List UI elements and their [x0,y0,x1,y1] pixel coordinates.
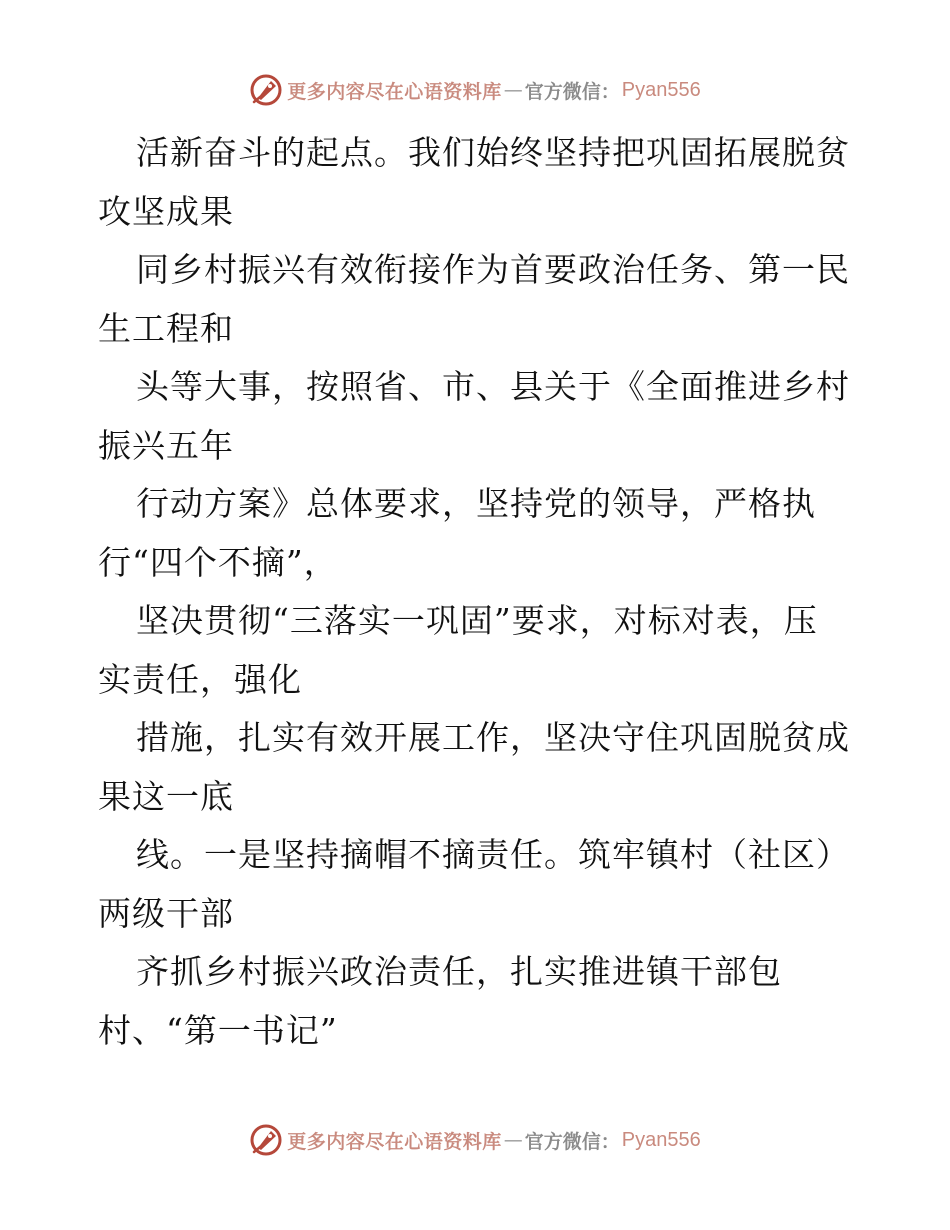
document-body [98,124,858,1060]
text-line: 生工程和 [98,308,234,348]
text-line: 村、“第一书记” [98,1010,338,1050]
pen-nib-logo-icon [249,73,283,107]
header-separator: — [503,79,523,101]
text-line: 振兴五年 [98,425,234,465]
footer-wechat-id: Pyan556 [621,1128,701,1151]
text-line: 两级干部 [98,893,234,933]
text-line: 行动方案》总体要求，坚持党的领导，严格执 [136,484,816,523]
text-line: 同乡村振兴有效衔接作为首要政治任务、第一民 [136,250,850,289]
text-line: 头等大事，按照省、市、县关于《全面推进乡村 [136,367,850,406]
pen-nib-logo-icon [249,1123,283,1157]
footer-wechat-label: 官方微信： [524,1130,620,1153]
text-line: 实责任，强化 [98,659,302,699]
text-line: 线。一是坚持摘帽不摘责任。筑牢镇村（社区） [136,835,850,874]
text-line: 活新奋斗的起点。我们始终坚持把巩固拓展脱贫 [136,133,850,172]
text-line: 措施，扎实有效开展工作，坚决守住巩固脱贫成 [136,718,850,757]
header-wechat-label: 官方微信： [524,80,620,103]
header-banner [0,70,950,110]
footer-banner [0,1120,950,1160]
text-line: 行“四个不摘”， [98,542,338,582]
footer-separator: — [503,1129,523,1151]
text-line: 果这一底 [98,776,234,816]
text-line: 齐抓乡村振兴政治责任，扎实推进镇干部包 [136,952,782,991]
footer-site-text: 更多内容尽在心语资料库 [287,1130,502,1153]
text-line: 攻坚成果 [98,191,234,231]
text-line: 坚决贯彻“三落实一巩固”要求，对标对表，压 [136,601,818,640]
header-wechat-id: Pyan556 [621,78,701,101]
header-site-text: 更多内容尽在心语资料库 [287,80,502,103]
